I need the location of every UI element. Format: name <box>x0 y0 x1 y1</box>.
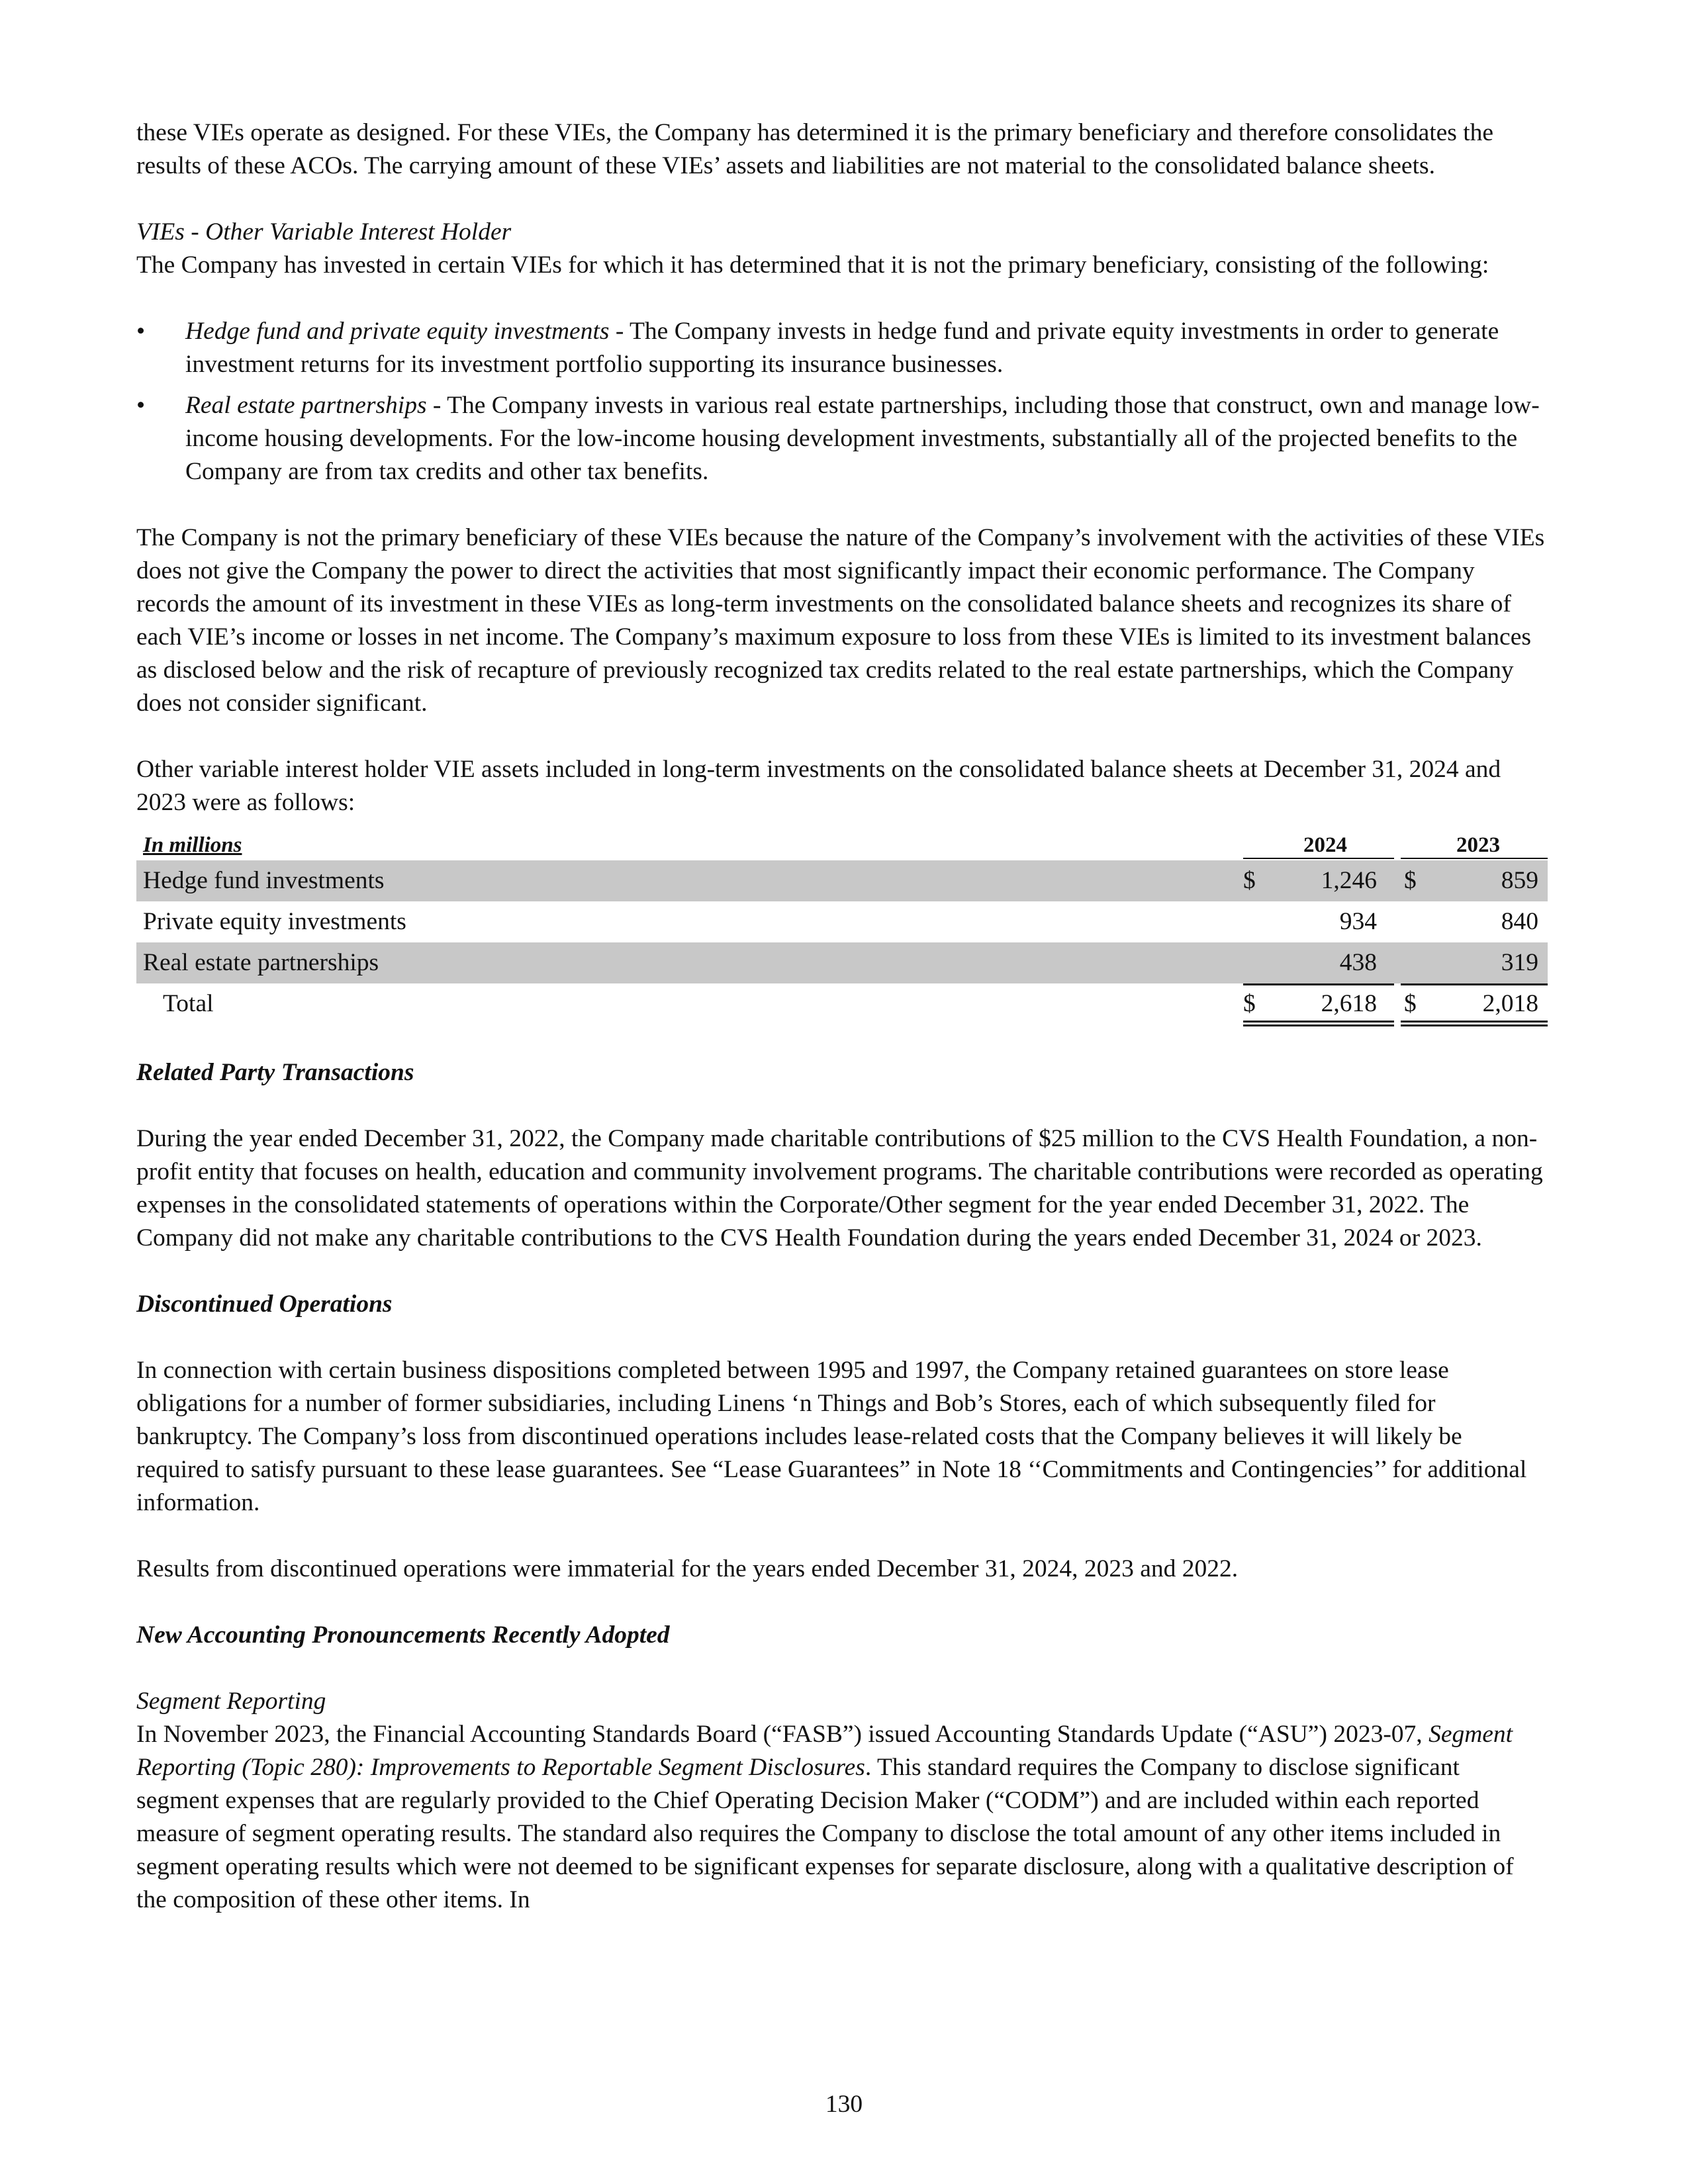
page-number: 130 <box>825 2091 863 2118</box>
vie-other-lead: The Company has invested in certain VIEs for which it has determined that it is not the primary beneficiary, consisting of the following: <box>136 251 1489 279</box>
double-underline-2023 <box>1401 1021 1548 1026</box>
value-2023: 319 <box>1501 949 1538 976</box>
segment-text-a: In November 2023, the Financial Accounting Standards Board (“FASB”) issued Accounting Standards Update (“ASU”) 2023-07, <box>136 1721 1429 1748</box>
bullet-text: - The Company invests in hedge fund and private equity investments in order to generate investment returns for its investment portfolio supporting its insurance businesses. <box>185 318 1499 378</box>
table-header <box>136 829 1548 860</box>
segment-text-b: . This standard requires the Company to disclose significant segment expenses that are regularly provided to the Chief Operating Decision Maker (“CODM”) and are included within each reported measure of segment operating results. The standard also requires the Company to disclose the total amount of any other items included in segment operating results which were not deemed to be significant expenses for separate disclosure, along with a qualitative description of the composition of these other items. In <box>136 1754 1514 1913</box>
value-2024: 438 <box>1339 949 1377 976</box>
row-label: Hedge fund investments <box>143 867 385 894</box>
double-underline-2024 <box>1243 1021 1394 1026</box>
value-2024: 1,246 <box>1321 867 1377 894</box>
bullet-text: - The Company invests in various real estate partnerships, including those that construct, own and manage low-income housing developments. For the low-income housing development investments, substantially all of the projected benefits to the Company are from tax credits and other tax benefits. <box>185 392 1540 485</box>
bullet-marker: • <box>136 392 146 419</box>
bullet-term: Real estate partnerships <box>185 392 427 419</box>
intro-paragraph: these VIEs operate as designed. For these VIEs, the Company has determined it is the primary beneficiary and therefore consolidates the results of these ACOs. The carrying amount of these VIEs’ assets and liabilities are not material to the consolidated balance sheets. <box>136 119 1494 179</box>
vie-paragraph-2: Other variable interest holder VIE assets included in long-term investments on the consolidated balance sheets at December 31, 2024 and 2023 were as follows: <box>136 756 1501 816</box>
value-2024: 934 <box>1339 908 1377 935</box>
currency-symbol: $ <box>1243 990 1256 1017</box>
year-header-2024: 2024 <box>1303 833 1347 857</box>
row-label: Real estate partnerships <box>143 949 379 976</box>
bullet-marker: • <box>136 318 146 345</box>
currency-symbol: $ <box>1404 990 1417 1017</box>
row-label: Private equity investments <box>143 908 406 935</box>
total-label: Total <box>163 990 214 1017</box>
new-pronouncements-heading: New Accounting Pronouncements Recently Adopted <box>136 1621 670 1649</box>
value-2023: 840 <box>1501 908 1538 935</box>
segment-reporting-text <box>136 1718 1548 1917</box>
vie-other-heading: VIEs - Other Variable Interest Holder <box>136 218 512 246</box>
table-unit-label: In millions <box>143 833 242 857</box>
bullet-term: Hedge fund and private equity investments <box>185 318 610 345</box>
total-2023: 2,018 <box>1482 990 1538 1017</box>
vie-bullet-list <box>136 315 1548 488</box>
table-total-row <box>136 983 1548 1024</box>
vie-assets-table <box>136 829 1548 1024</box>
discontinued-heading: Discontinued Operations <box>136 1291 393 1318</box>
table-row <box>136 942 1548 983</box>
year-header-2023: 2023 <box>1456 833 1500 857</box>
currency-symbol: $ <box>1404 867 1417 894</box>
bullet-real-estate <box>136 389 1548 488</box>
related-party-text: During the year ended December 31, 2022, the Company made charitable contributions of $25 million to the CVS Health Foundation, a non-profit entity that focuses on health, education and community involvement programs. The charitable contributions were recorded as operating expenses in the consolidated statements of operations within the Corporate/Other segment for the year ended December 31, 2022. The Company did not make any charitable contributions to the CVS Health Foundation during the years ended December 31, 2024 or 2023. <box>136 1125 1543 1251</box>
total-2024: 2,618 <box>1321 990 1377 1017</box>
segment-reporting-subheading: Segment Reporting <box>136 1688 326 1715</box>
table-row <box>136 860 1548 901</box>
header-rule-2023 <box>1401 858 1548 859</box>
segment-standard-title: Segment Reporting (Topic 280): Improvements to Reportable Segment Disclosures <box>136 1721 1513 1781</box>
page-body <box>136 116 1548 1917</box>
bullet-hedge-fund <box>136 315 1548 381</box>
header-rule-2024 <box>1243 858 1394 859</box>
vie-paragraph-1: The Company is not the primary beneficiary of these VIEs because the nature of the Company’s involvement with the activities of these VIEs does not give the Company the power to direct the activities that most significantly impact their economic performance. The Company records the amount of its investment in these VIEs as long-term investments on the consolidated balance sheets and recognizes its share of each VIE’s income or losses in net income. The Company’s maximum exposure to loss from these VIEs is limited to its investment balances as disclosed below and the risk of recapture of previously recognized tax credits related to the real estate partnerships, which the Company does not consider significant. <box>136 524 1545 717</box>
discontinued-text-1: In connection with certain business dispositions completed between 1995 and 1997, the Company retained guarantees on store lease obligations for a number of former subsidiaries, including Linens ‘n Things and Bob’s Stores, each of which subsequently filed for bankruptcy. The Company’s loss from discontinued operations includes lease-related costs that the Company believes it will likely be required to satisfy pursuant to these lease guarantees. See “Lease Guarantees” in Note 18 ‘‘Commitments and Contingencies’’ for additional information. <box>136 1357 1527 1516</box>
related-party-heading: Related Party Transactions <box>136 1059 414 1086</box>
value-2023: 859 <box>1501 867 1538 894</box>
currency-symbol: $ <box>1243 867 1256 894</box>
table-row <box>136 901 1548 942</box>
discontinued-text-2: Results from discontinued operations were immaterial for the years ended December 31, 2024, 2023 and 2022. <box>136 1555 1239 1582</box>
